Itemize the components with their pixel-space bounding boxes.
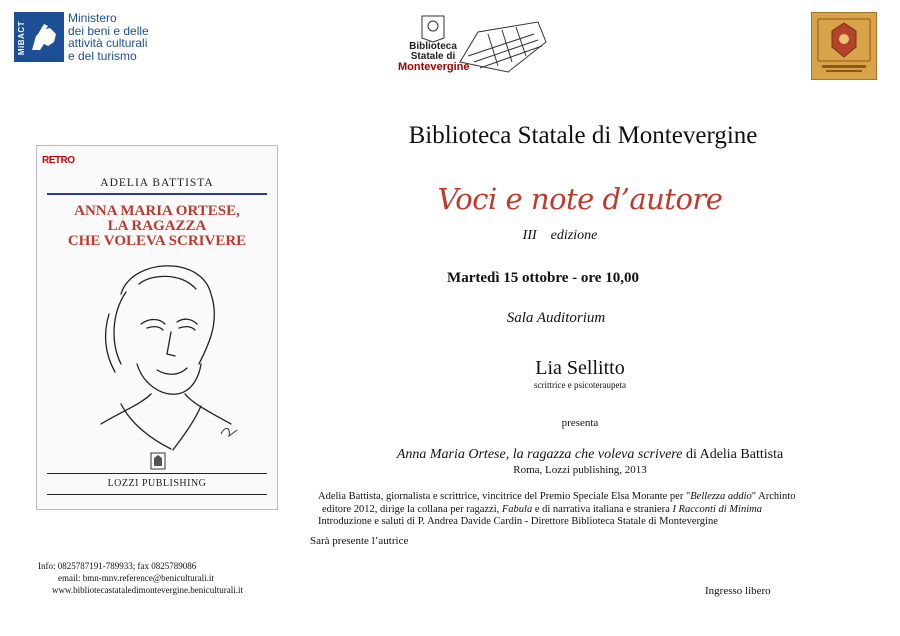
free-entry-label: Ingresso libero bbox=[705, 585, 771, 597]
book-by: di bbox=[685, 447, 697, 462]
contact-email[interactable]: email: bmn-mnv.reference@beniculturali.it bbox=[58, 573, 214, 583]
event-venue: Sala Auditorium bbox=[506, 310, 606, 326]
library-logo-line: Montevergine bbox=[398, 61, 470, 73]
author-bio bbox=[318, 491, 878, 529]
publication-info: Roma, Lozzi publishing, 2013 bbox=[513, 464, 647, 476]
monastery-seal-icon bbox=[811, 12, 877, 80]
ministry-abbr: MiBACT bbox=[17, 21, 26, 56]
portrait-sketch bbox=[81, 254, 241, 454]
book-title-line bbox=[340, 447, 840, 463]
bio-line: editore 2012, dirige la collana per ragazzi, Fabula e di narrativa italiana e straniera I Racconti di Minima bbox=[322, 503, 762, 515]
contact-phone: Info: 0825787191-789933; fax 0825789086 bbox=[38, 561, 197, 571]
bio-line: Introduzione e saluti di P. Andrea Davide Cardin - Direttore Biblioteca Statale di Montevergine bbox=[318, 516, 718, 527]
event-date-time: Martedì 15 ottobre - ore 10,00 bbox=[447, 270, 639, 286]
book-cover bbox=[36, 145, 278, 510]
contact-website[interactable]: www.bibliotecastataledimontevergine.beniculturali.it bbox=[52, 585, 243, 595]
ministry-name: Ministero dei beni e delle attività culturali e del turismo bbox=[68, 11, 149, 63]
library-title: Biblioteca Statale di Montevergine bbox=[408, 122, 758, 149]
cover-title: ANNA MARIA ORTESE, LA RAGAZZA CHE VOLEVA SCRIVERE bbox=[67, 203, 247, 249]
event-series-title: Voci e note d’autore bbox=[437, 182, 723, 216]
publisher-emblem-icon bbox=[150, 452, 166, 470]
contact-info bbox=[38, 560, 243, 596]
edition-label: III edizione bbox=[522, 228, 598, 243]
bio-line: Adelia Battista, giornalista e scrittrice, vincitrice del Premio Speciale Elsa Morante per "Bellezza addio" Archinto bbox=[318, 491, 796, 502]
speaker-role: scrittrice e psicoteraupeta bbox=[534, 380, 626, 390]
presents-label: presenta bbox=[561, 417, 599, 429]
book-author: Adelia Battista bbox=[699, 447, 784, 462]
imprint-logo: RETRO bbox=[42, 155, 75, 166]
publisher-divider bbox=[47, 494, 267, 495]
publisher-divider bbox=[47, 473, 267, 474]
author-present-note: Sarà presente l’autrice bbox=[310, 535, 409, 547]
library-logo-line: Statale di bbox=[410, 51, 456, 62]
speaker-name: Lia Sellitto bbox=[535, 357, 625, 379]
ministry-logo bbox=[14, 12, 194, 62]
library-logo-line: Biblioteca bbox=[409, 41, 457, 52]
cover-divider bbox=[47, 193, 267, 195]
library-logo bbox=[398, 12, 548, 84]
cover-author: ADELIA BATTISTA bbox=[100, 177, 214, 189]
ministry-emblem bbox=[14, 12, 64, 62]
cover-publisher: LOZZI PUBLISHING bbox=[107, 478, 207, 489]
book-title: Anna Maria Ortese, la ragazza che voleva scrivere bbox=[396, 447, 683, 462]
